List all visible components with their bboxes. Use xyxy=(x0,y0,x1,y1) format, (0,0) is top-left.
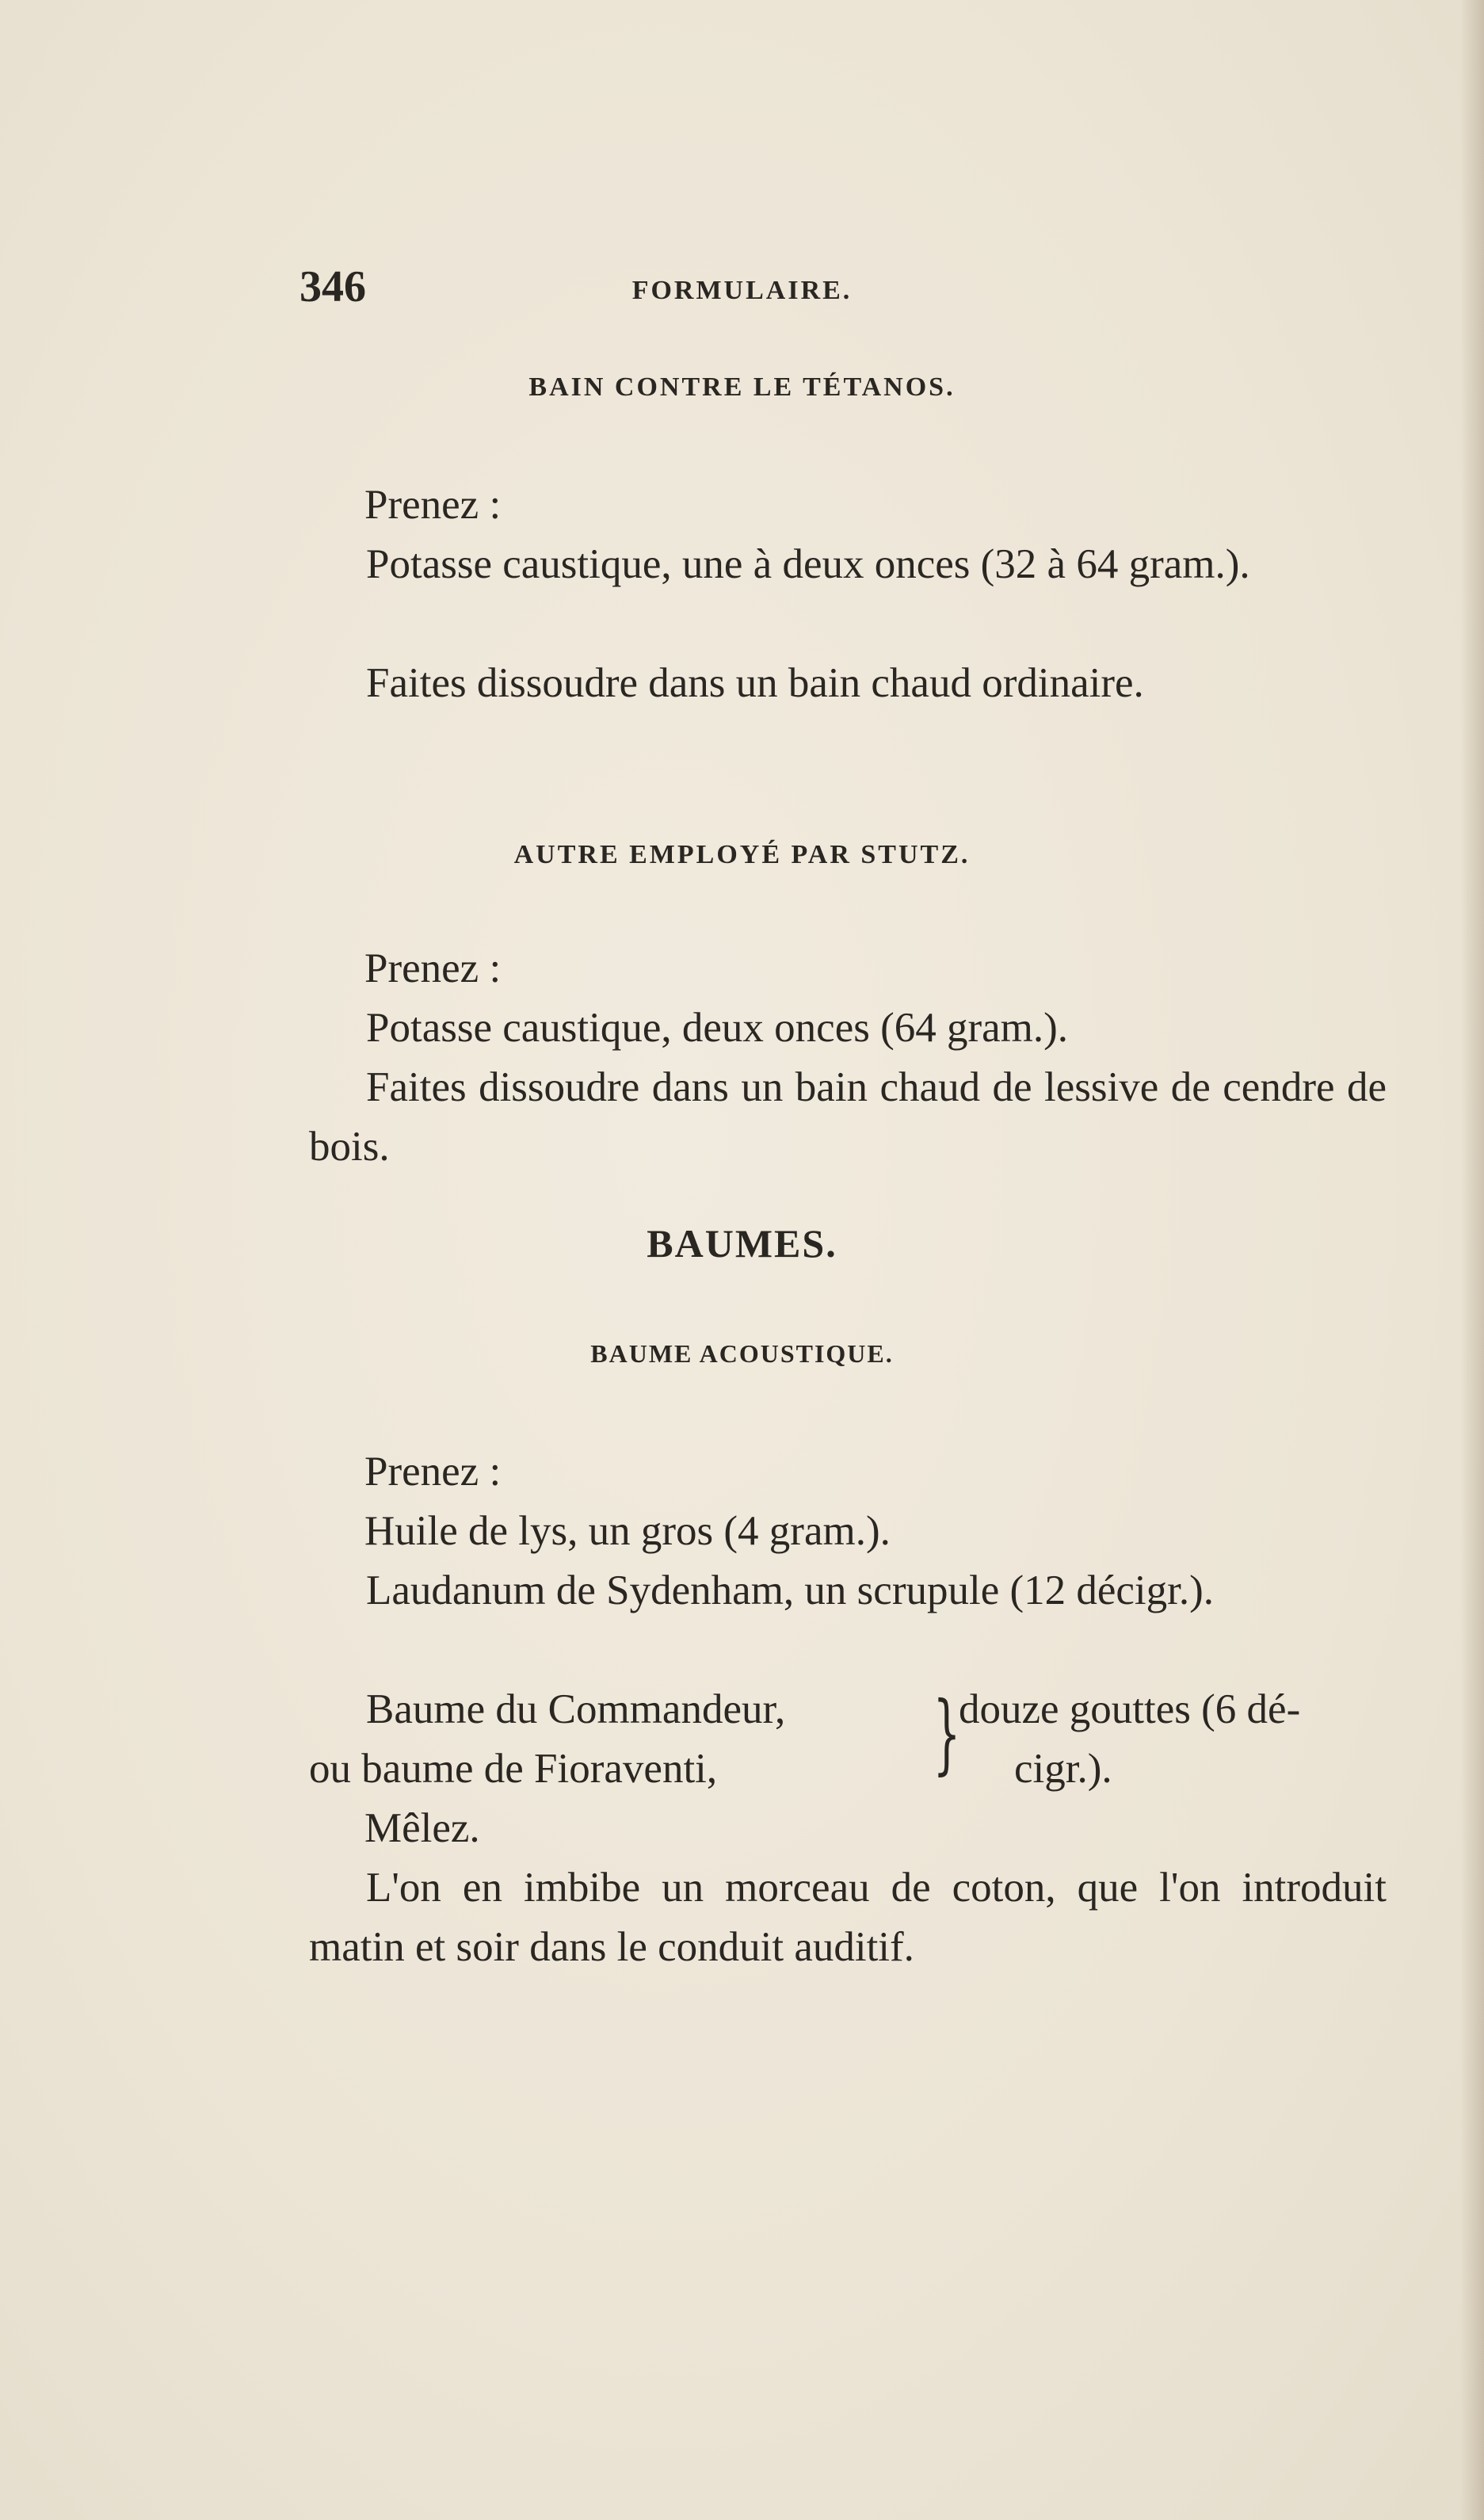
paragraph xyxy=(309,998,1387,1058)
page-header xyxy=(0,262,1484,309)
brace-right-line: cigr.). xyxy=(1014,1746,1112,1792)
prenez-label: Prenez : xyxy=(364,482,502,528)
instruction-line: Mêlez. xyxy=(364,1805,480,1851)
ingredient-line: Potasse caustique, une à deux onces (32 à 64 gram.). xyxy=(366,541,1250,587)
instruction-line: L'on en imbibe un morceau de coton, que l'on introduit matin et soir dans le conduit auditif. xyxy=(309,1865,1387,1970)
paragraph xyxy=(309,1561,1387,1621)
paragraph xyxy=(309,535,1387,594)
section-title-autre-stutz: AUTRE EMPLOYÉ PAR STUTZ. xyxy=(513,840,971,869)
paragraph xyxy=(309,654,1387,713)
curly-brace-icon: } xyxy=(933,1682,961,1784)
ingredient-line: Laudanum de Sydenham, un scrupule (12 décigr.). xyxy=(366,1567,1215,1613)
ingredient-line: Huile de lys, un gros (4 gram.). xyxy=(364,1508,891,1554)
brace-right-line: douze gouttes (6 dé- xyxy=(959,1686,1301,1732)
brace-left-text xyxy=(309,1680,919,1799)
prenez-label: Prenez : xyxy=(364,945,502,991)
paragraph xyxy=(309,1858,1387,1977)
instruction-line: Faites dissoudre dans un bain chaud de lessive de cendre de bois. xyxy=(309,1064,1387,1170)
prenez-label: Prenez : xyxy=(364,1449,502,1495)
paragraph xyxy=(309,1058,1387,1177)
chapter-heading-baumes: BAUMES. xyxy=(647,1221,837,1266)
running-title: FORMULAIRE. xyxy=(631,276,853,305)
ingredient-line: Potasse caustique, deux onces (64 gram.). xyxy=(366,1005,1069,1051)
braced-ingredient-group xyxy=(309,1680,1387,1799)
page-number: 346 xyxy=(299,262,366,311)
section-title-bain-tetanos: BAIN CONTRE LE TÉTANOS. xyxy=(528,372,956,402)
brace-right-text xyxy=(959,1680,1387,1799)
section-title-baume-acoustique: BAUME ACOUSTIQUE. xyxy=(590,1339,894,1368)
brace-left-line: Baume du Commandeur, xyxy=(366,1686,786,1732)
instruction-line: Faites dissoudre dans un bain chaud ordinaire. xyxy=(366,660,1144,706)
brace-left-line: ou baume de Fioraventi, xyxy=(309,1746,718,1792)
